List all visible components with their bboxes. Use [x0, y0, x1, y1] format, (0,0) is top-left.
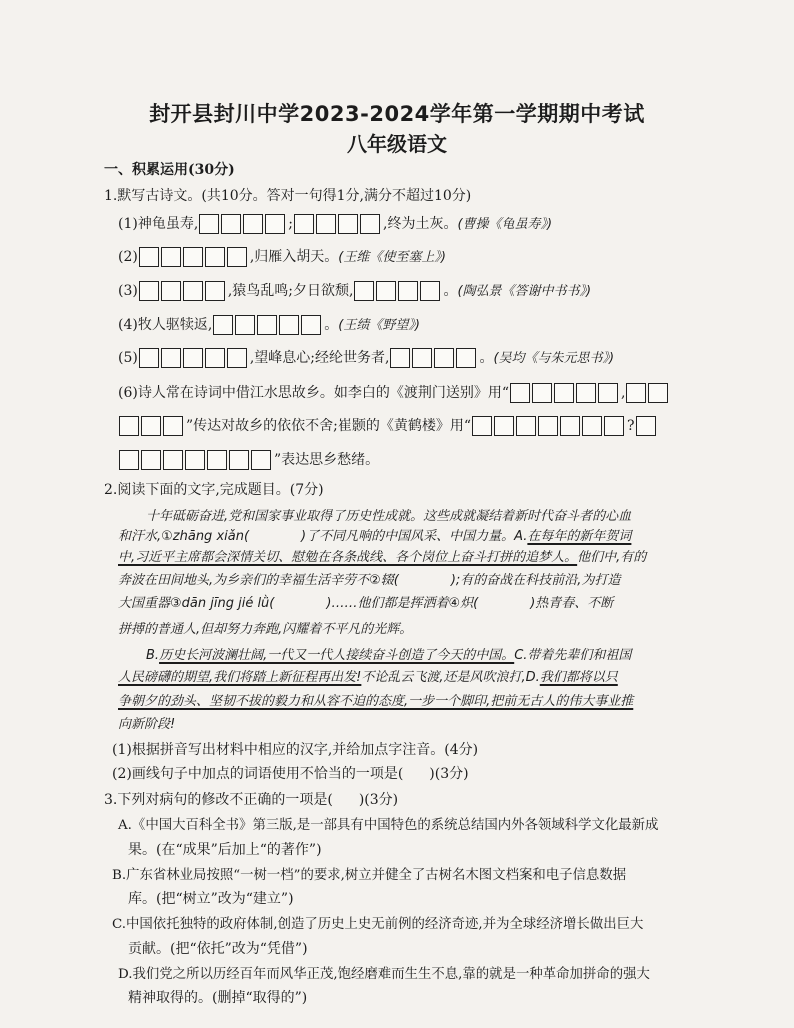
q1-1-text2: ,终为土灰。	[383, 216, 458, 232]
q1-item-4	[118, 315, 420, 336]
underlined-sentence: 人民磅礴的期望,我们将踏上新征程再出发!	[118, 670, 362, 685]
q3-option-b: B.广东省林业局按照“一树一档”的要求,树立并健全了古树名木图文档案和电子信息数据	[112, 868, 627, 883]
passage-line	[146, 646, 631, 666]
answer-boxes[interactable]	[213, 315, 323, 335]
q1-1-source: (曹操《龟虽寿》)	[457, 217, 553, 232]
underlined-sentence: 在每年的新年贺词	[527, 529, 632, 544]
q1-3-source: (陶弘景《答谢中书书》)	[457, 284, 592, 299]
passage-text: B.	[146, 648, 160, 663]
q1-item-5	[118, 348, 614, 369]
exam-subtitle: 八年级语文	[347, 132, 447, 156]
passage-line: 向新阶段!	[118, 717, 176, 732]
q1-4-end: 。	[324, 317, 339, 333]
passage-text: )了不同凡响的中国风采、中国力量。A.	[301, 529, 528, 544]
q1-stem-text: 1.默写古诗文。(共10分。答对一句得1分,满分不超过10分)	[104, 188, 472, 204]
q3-stem-score: )(3分)	[358, 792, 399, 808]
answer-boxes[interactable]	[199, 214, 287, 234]
q1-6-text2: ”传达对故乡的依依不舍;崔颢的《黄鹤楼》用“	[186, 418, 472, 434]
q1-4-text: (4)牧人驱犊返,	[118, 317, 213, 333]
q1-item-1	[118, 214, 552, 235]
section-heading: 一、积累运用(30分)	[104, 162, 235, 178]
q1-4-source: (王绩《野望》)	[338, 318, 420, 333]
underlined-sentence: 争朝夕的劲头、坚韧不拔的毅力和从容不迫的态度,一步一个脚印,把前无古人的伟大事业推	[118, 694, 634, 709]
passage-line: 拼搏的普通人,但却努力奔跑,闪耀着不平凡的光辉。	[118, 622, 413, 637]
answer-boxes[interactable]	[139, 281, 227, 301]
answer-boxes[interactable]	[139, 247, 249, 267]
q2-stem: 2.阅读下面的文字,完成题目。(7分)	[104, 482, 324, 498]
q3-option-c: C.中国依托独特的政府体制,创造了历史上史无前例的经济奇迹,并为全球经济增长做出巨大	[112, 917, 644, 932]
passage-text: 和汗水,①zhāng xiǎn(	[118, 529, 250, 544]
q2-sub2-text: (2)画线句子中加点的词语使用不恰当的一项是(	[112, 766, 404, 782]
q3-stem-text: 3.下列对病句的修改不正确的一项是(	[104, 792, 333, 808]
q1-2-text: ,归雁入胡天。	[249, 249, 339, 265]
underlined-sentence: 中,习近平主席都会深情关切、慰勉在各条战线、各个岗位上奋斗打拼的追梦人。	[118, 550, 578, 565]
q1-5-num: (5)	[118, 350, 138, 366]
passage-line: 十年砥砺奋进,党和国家事业取得了历史性成就。这些成就凝结着新时代奋斗者的心血	[146, 509, 632, 524]
answer-boxes[interactable]	[626, 383, 670, 403]
passage-text: 奔波在田间地头,为乡亲们的幸福生活辛劳不②辍(	[118, 573, 399, 588]
q1-6-text: (6)诗人常在诗词中借江水思故乡。如李白的《渡荆门送别》用“	[118, 385, 509, 401]
q1-6-q: ?	[627, 418, 635, 434]
q3-stem	[104, 790, 398, 810]
passage-text: 不论乱云飞渡,还是风吹浪打,D.	[361, 670, 540, 685]
q1-3-end: 。	[443, 283, 458, 299]
passage-text: 他们中,有的	[577, 550, 647, 565]
passage-text: C.带着先辈们和祖国	[514, 648, 632, 663]
exam-title: 封开县封川中学2023-2024学年第一学期期中考试	[149, 102, 645, 126]
answer-boxes[interactable]	[119, 416, 185, 436]
q1-2-source: (王维《使至塞上》)	[338, 250, 446, 265]
q1-item-6-cont	[118, 416, 659, 436]
answer-boxes[interactable]	[390, 348, 478, 368]
passage-line	[118, 548, 646, 568]
q1-3-text: ,猿鸟乱鸣;夕日欲颓,	[227, 283, 354, 299]
passage-text: )……他们都是挥洒着④炽(	[326, 596, 479, 611]
answer-boxes[interactable]	[294, 214, 382, 234]
passage-line	[118, 527, 631, 547]
passage-text: )热青春、不断	[530, 596, 614, 611]
q1-5-text: ,望峰息心;经纶世务者,	[249, 350, 390, 366]
answer-boxes[interactable]	[139, 348, 249, 368]
q3-option-d-cont: 精神取得的。(删掉“取得的”)	[128, 990, 308, 1006]
q3-option-a-text: 果。(在“成果”后加上“的著作”)	[128, 842, 322, 858]
underlined-sentence: 历史长河波澜壮阔,一代又一代人接续奋斗创造了今天的中国。	[159, 648, 515, 663]
q1-item-6	[118, 383, 671, 403]
q2-sub1: (1)根据拼音写出材料中相应的汉字,并给加点字注音。(4分)	[112, 742, 479, 758]
q3-option-a-cont	[128, 840, 322, 860]
passage-line	[118, 668, 618, 688]
passage-line	[118, 571, 620, 591]
q1-2-num: (2)	[118, 249, 138, 265]
q2-sub2	[112, 764, 469, 784]
answer-boxes[interactable]	[510, 383, 620, 403]
q1-1-sep: ;	[288, 216, 293, 232]
q1-item-6-end	[118, 450, 379, 470]
answer-boxes[interactable]	[636, 416, 658, 436]
q1-stem	[104, 186, 471, 206]
underlined-sentence: 我们都将以只	[539, 670, 618, 685]
answer-boxes[interactable]	[354, 281, 442, 301]
q1-3-num: (3)	[118, 283, 138, 299]
q1-6-text3: ”表达思乡愁绪。	[274, 452, 380, 468]
q1-item-2	[118, 247, 446, 268]
q3-option-b-cont: 库。(把“树立”改为“建立”)	[128, 891, 294, 907]
q2-sub2-score: )(3分)	[429, 766, 469, 782]
q1-5-end: 。	[479, 350, 494, 366]
passage-text: );有的奋战在科技前沿,为打造	[450, 573, 621, 588]
q1-5-source: (吴均《与朱元思书》)	[493, 351, 615, 366]
q1-item-3	[118, 281, 591, 302]
q1-1-text: (1)神龟虽寿,	[118, 216, 199, 232]
q3-option-d: D.我们党之所以历经百年而风华正茂,饱经磨难而生生不息,靠的就是一种革命加拼命的强大	[118, 967, 650, 982]
answer-boxes[interactable]	[472, 416, 626, 436]
passage-line	[118, 594, 613, 614]
q3-option-c-cont: 贡献。(把“依托”改为“凭借”)	[128, 941, 308, 957]
passage-text: 大国重器③dān jīng jié lǜ(	[118, 596, 275, 611]
q1-6-sep: ,	[621, 385, 626, 401]
q3-option-a: A.《中国大百科全书》第三版,是一部具有中国特色的系统总结国内外各领域科学文化最新成	[118, 818, 659, 833]
answer-boxes[interactable]	[119, 450, 273, 470]
